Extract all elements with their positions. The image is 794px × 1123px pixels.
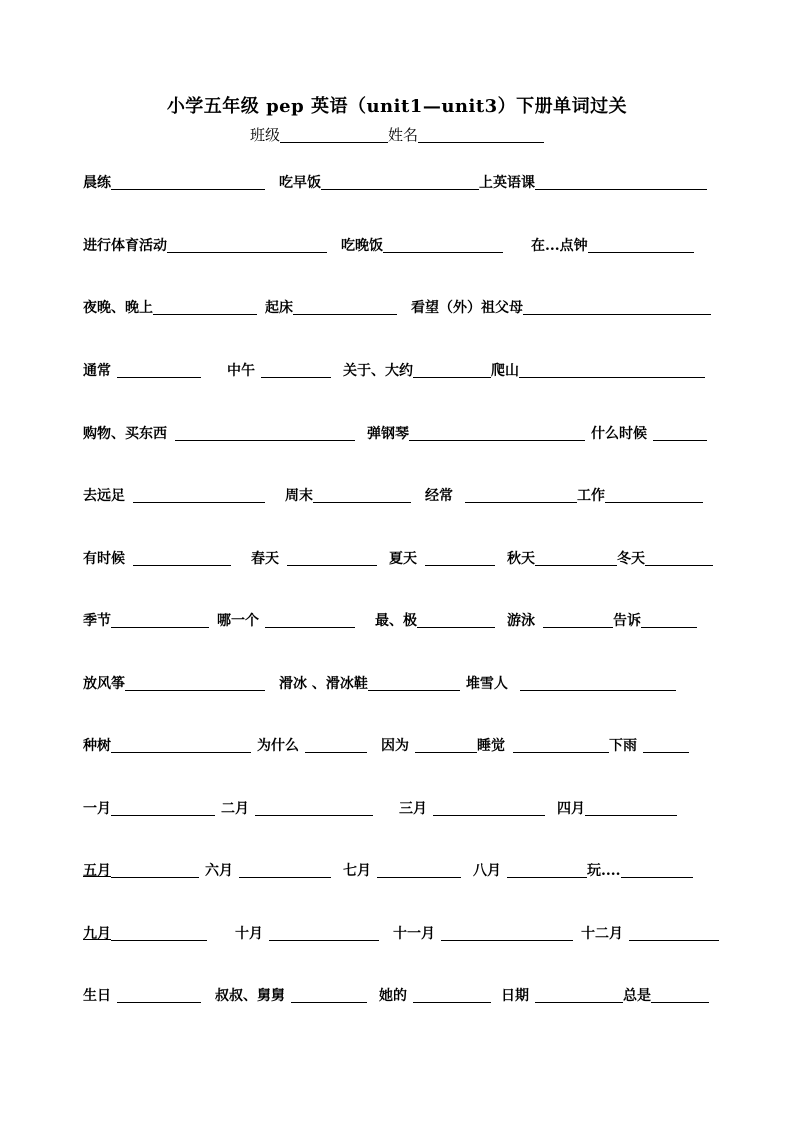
- vocab-item: [501, 986, 623, 1005]
- answer-blank[interactable]: [255, 799, 373, 816]
- answer-blank[interactable]: [629, 924, 719, 941]
- vocab-chinese-label: 睡觉: [477, 738, 505, 754]
- vocab-item: [381, 736, 477, 755]
- vocab-item: [279, 674, 460, 693]
- vocab-chinese-label: 四月: [557, 801, 585, 817]
- vocab-item: [617, 549, 713, 568]
- vocab-item: [591, 424, 707, 443]
- answer-blank[interactable]: [523, 298, 711, 315]
- vocab-item: [473, 861, 587, 880]
- vocab-chinese-label: 起床: [265, 300, 293, 316]
- vocab-item: [613, 611, 697, 630]
- answer-blank[interactable]: [651, 986, 709, 1003]
- vocab-chinese-label: 为什么: [257, 738, 299, 754]
- vocab-item: [83, 736, 251, 755]
- vocab-item: [83, 674, 265, 693]
- vocab-chinese-label: 冬天: [617, 551, 645, 567]
- vocab-chinese-label: 进行体育活动: [83, 238, 167, 254]
- vocab-chinese-label: 弹钢琴: [367, 426, 409, 442]
- vocab-chinese-label: 堆雪人: [465, 676, 508, 692]
- vocab-item: [221, 799, 373, 818]
- vocab-chinese-label: 十月: [235, 926, 263, 942]
- answer-blank[interactable]: [269, 924, 379, 941]
- vocab-item: [343, 861, 461, 880]
- answer-blank[interactable]: [543, 611, 613, 628]
- vocab-chinese-label: 总是: [623, 988, 651, 1004]
- vocab-chinese-label: 五月: [83, 863, 111, 879]
- vocab-item: [477, 736, 609, 755]
- answer-blank[interactable]: [265, 611, 355, 628]
- vocab-item: [285, 486, 411, 505]
- vocab-chinese-label: 看望（外）祖父母: [411, 300, 523, 316]
- vocab-row: [83, 733, 712, 755]
- vocab-item: [491, 361, 705, 380]
- vocab-item: [235, 924, 379, 943]
- answer-blank[interactable]: [535, 986, 623, 1003]
- vocab-chinese-label: 夜晚、晚上: [83, 300, 153, 316]
- vocab-item: [531, 236, 694, 255]
- vocab-item: [341, 236, 503, 255]
- vocab-row: [83, 421, 712, 443]
- vocab-chinese-label: 日期: [501, 988, 529, 1004]
- answer-blank[interactable]: [377, 861, 461, 878]
- vocab-chinese-label: 十一月: [393, 926, 435, 942]
- vocab-row: [83, 483, 712, 505]
- vocab-chinese-label: 告诉: [613, 613, 641, 629]
- vocab-item: [83, 486, 265, 505]
- answer-blank[interactable]: [111, 736, 251, 753]
- vocab-chinese-label: 六月: [205, 863, 233, 879]
- vocab-chinese-label: 吃晚饭: [341, 238, 383, 254]
- answer-blank[interactable]: [321, 173, 479, 190]
- vocab-row: [83, 796, 712, 818]
- answer-blank[interactable]: [117, 361, 201, 378]
- vocab-chinese-label: 工作: [577, 488, 605, 504]
- vocab-chinese-label: 滑冰 、滑冰鞋: [279, 676, 368, 692]
- student-info-line: [0, 124, 794, 145]
- answer-blank[interactable]: [133, 549, 231, 566]
- vocab-chinese-label: 经常: [425, 488, 453, 504]
- vocab-chinese-label: 生日: [83, 988, 111, 1004]
- vocab-chinese-label: 她的: [379, 988, 407, 1004]
- vocab-row: [83, 671, 712, 693]
- vocab-row: [83, 358, 712, 380]
- vocab-row: [83, 295, 712, 317]
- answer-blank[interactable]: [415, 736, 477, 753]
- answer-blank[interactable]: [111, 799, 215, 816]
- vocab-row: [83, 233, 712, 255]
- vocab-item: [83, 236, 327, 255]
- vocab-item: [479, 173, 707, 192]
- vocab-chinese-label: 九月: [83, 926, 111, 942]
- answer-blank[interactable]: [441, 924, 573, 941]
- class-label: 班级: [249, 126, 280, 144]
- vocab-chinese-label: 关于、大约: [343, 363, 413, 379]
- vocab-item: [466, 674, 676, 693]
- vocab-item: [217, 611, 355, 630]
- vocab-chinese-label: 春天: [251, 551, 279, 567]
- vocab-chinese-label: 游泳: [507, 613, 535, 629]
- vocab-chinese-label: 最、极: [375, 613, 417, 629]
- vocab-chinese-label: 什么时候: [591, 426, 647, 442]
- vocab-chinese-label: 夏天: [389, 551, 417, 567]
- answer-blank[interactable]: [520, 674, 676, 691]
- answer-blank[interactable]: [383, 236, 503, 253]
- vocab-chinese-label: 种树: [83, 738, 111, 754]
- vocab-chinese-label: 有时候: [83, 551, 125, 567]
- answer-blank[interactable]: [519, 361, 705, 378]
- vocab-row: [83, 921, 712, 943]
- answer-blank[interactable]: [535, 549, 617, 566]
- vocab-item: [257, 736, 367, 755]
- answer-blank[interactable]: [175, 424, 355, 441]
- vocab-row: [83, 608, 712, 630]
- vocab-item: [83, 424, 355, 443]
- answer-blank[interactable]: [465, 486, 577, 503]
- vocab-chinese-label: 放风筝: [83, 676, 125, 692]
- answer-blank[interactable]: [643, 736, 689, 753]
- vocab-item: [251, 549, 377, 568]
- class-blank[interactable]: [280, 126, 388, 143]
- vocab-row: [83, 546, 712, 568]
- answer-blank[interactable]: [413, 361, 491, 378]
- vocab-item: [215, 986, 367, 1005]
- vocab-item: [425, 486, 577, 505]
- answer-blank[interactable]: [133, 486, 265, 503]
- vocab-chinese-label: 十二月: [581, 926, 623, 942]
- answer-blank[interactable]: [653, 424, 707, 441]
- vocab-item: [623, 986, 709, 1005]
- vocab-item: [343, 361, 491, 380]
- answer-blank[interactable]: [641, 611, 697, 628]
- vocab-chinese-label: 哪一个: [217, 613, 259, 629]
- vocab-chinese-label: 晨练: [83, 175, 111, 191]
- vocab-item: [507, 549, 617, 568]
- answer-blank[interactable]: [293, 298, 397, 315]
- answer-blank[interactable]: [313, 486, 411, 503]
- vocab-chinese-label: 中午: [227, 363, 255, 379]
- answer-blank[interactable]: [125, 674, 265, 691]
- vocab-item: [83, 361, 201, 380]
- vocab-chinese-label: 二月: [221, 801, 249, 817]
- vocab-chinese-label: 吃早饭: [279, 175, 321, 191]
- answer-blank[interactable]: [111, 173, 265, 190]
- answer-blank[interactable]: [239, 861, 331, 878]
- vocab-chinese-label: 叔叔、舅舅: [215, 988, 285, 1004]
- answer-blank[interactable]: [305, 736, 367, 753]
- vocab-item: [557, 799, 677, 818]
- answer-blank[interactable]: [111, 861, 199, 878]
- vocab-item: [399, 799, 545, 818]
- vocab-item: [581, 924, 719, 943]
- vocab-chinese-label: 玩....: [587, 863, 621, 879]
- vocab-item: [265, 298, 397, 317]
- answer-blank[interactable]: [261, 361, 331, 378]
- answer-blank[interactable]: [111, 924, 207, 941]
- vocab-item: [507, 611, 613, 630]
- vocab-row: [83, 983, 712, 1005]
- vocab-chinese-label: 在...点钟: [531, 238, 588, 254]
- vocab-item: [279, 173, 479, 192]
- vocab-chinese-label: 爬山: [491, 363, 519, 379]
- answer-blank[interactable]: [585, 799, 677, 816]
- vocab-chinese-label: 七月: [343, 863, 371, 879]
- answer-blank[interactable]: [413, 986, 491, 1003]
- answer-blank[interactable]: [291, 986, 367, 1003]
- vocab-item: [587, 861, 693, 880]
- answer-blank[interactable]: [535, 173, 707, 190]
- vocab-chinese-label: 周末: [285, 488, 313, 504]
- answer-blank[interactable]: [409, 424, 585, 441]
- answer-blank[interactable]: [507, 861, 587, 878]
- vocab-chinese-label: 购物、买东西: [83, 426, 167, 442]
- answer-blank[interactable]: [605, 486, 703, 503]
- answer-blank[interactable]: [111, 611, 209, 628]
- vocab-item: [393, 924, 573, 943]
- vocab-item: [375, 611, 495, 630]
- answer-blank[interactable]: [433, 799, 545, 816]
- vocab-item: [83, 549, 231, 568]
- name-label: 姓名: [388, 126, 419, 144]
- answer-blank[interactable]: [153, 298, 257, 315]
- vocab-item: [83, 924, 207, 943]
- vocab-chinese-label: 通常: [83, 363, 111, 379]
- vocab-chinese-label: 去远足: [83, 488, 125, 504]
- name-blank[interactable]: [418, 126, 544, 143]
- vocab-item: [577, 486, 703, 505]
- vocab-item: [411, 298, 711, 317]
- vocab-item: [609, 736, 689, 755]
- vocab-item: [379, 986, 491, 1005]
- vocab-chinese-label: 上英语课: [479, 175, 535, 191]
- answer-blank[interactable]: [621, 861, 693, 878]
- vocab-item: [83, 986, 201, 1005]
- answer-blank[interactable]: [588, 236, 694, 253]
- vocab-chinese-label: 下雨: [609, 738, 637, 754]
- vocab-item: [389, 549, 495, 568]
- vocab-row: [83, 170, 712, 192]
- vocab-item: [227, 361, 331, 380]
- vocab-chinese-label: 因为: [381, 738, 409, 754]
- vocab-row: [83, 858, 712, 880]
- answer-blank[interactable]: [645, 549, 713, 566]
- answer-blank[interactable]: [167, 236, 327, 253]
- vocab-chinese-label: 八月: [473, 863, 501, 879]
- vocab-chinese-label: 一月: [83, 801, 111, 817]
- vocab-item: [83, 799, 215, 818]
- vocab-item: [205, 861, 331, 880]
- vocab-chinese-label: 秋天: [507, 551, 535, 567]
- vocab-item: [83, 861, 199, 880]
- vocab-item: [83, 173, 265, 192]
- vocab-chinese-label: 三月: [399, 801, 427, 817]
- answer-blank[interactable]: [425, 549, 495, 566]
- vocab-item: [83, 298, 257, 317]
- answer-blank[interactable]: [417, 611, 495, 628]
- answer-blank[interactable]: [117, 986, 201, 1003]
- vocab-item: [83, 611, 209, 630]
- vocab-item: [367, 424, 585, 443]
- page-title: 小学五年级 pep 英语（unit1—unit3）下册单词过关: [166, 96, 628, 117]
- vocab-chinese-label: 季节: [83, 613, 111, 629]
- answer-blank[interactable]: [368, 674, 460, 691]
- answer-blank[interactable]: [513, 736, 609, 753]
- answer-blank[interactable]: [287, 549, 377, 566]
